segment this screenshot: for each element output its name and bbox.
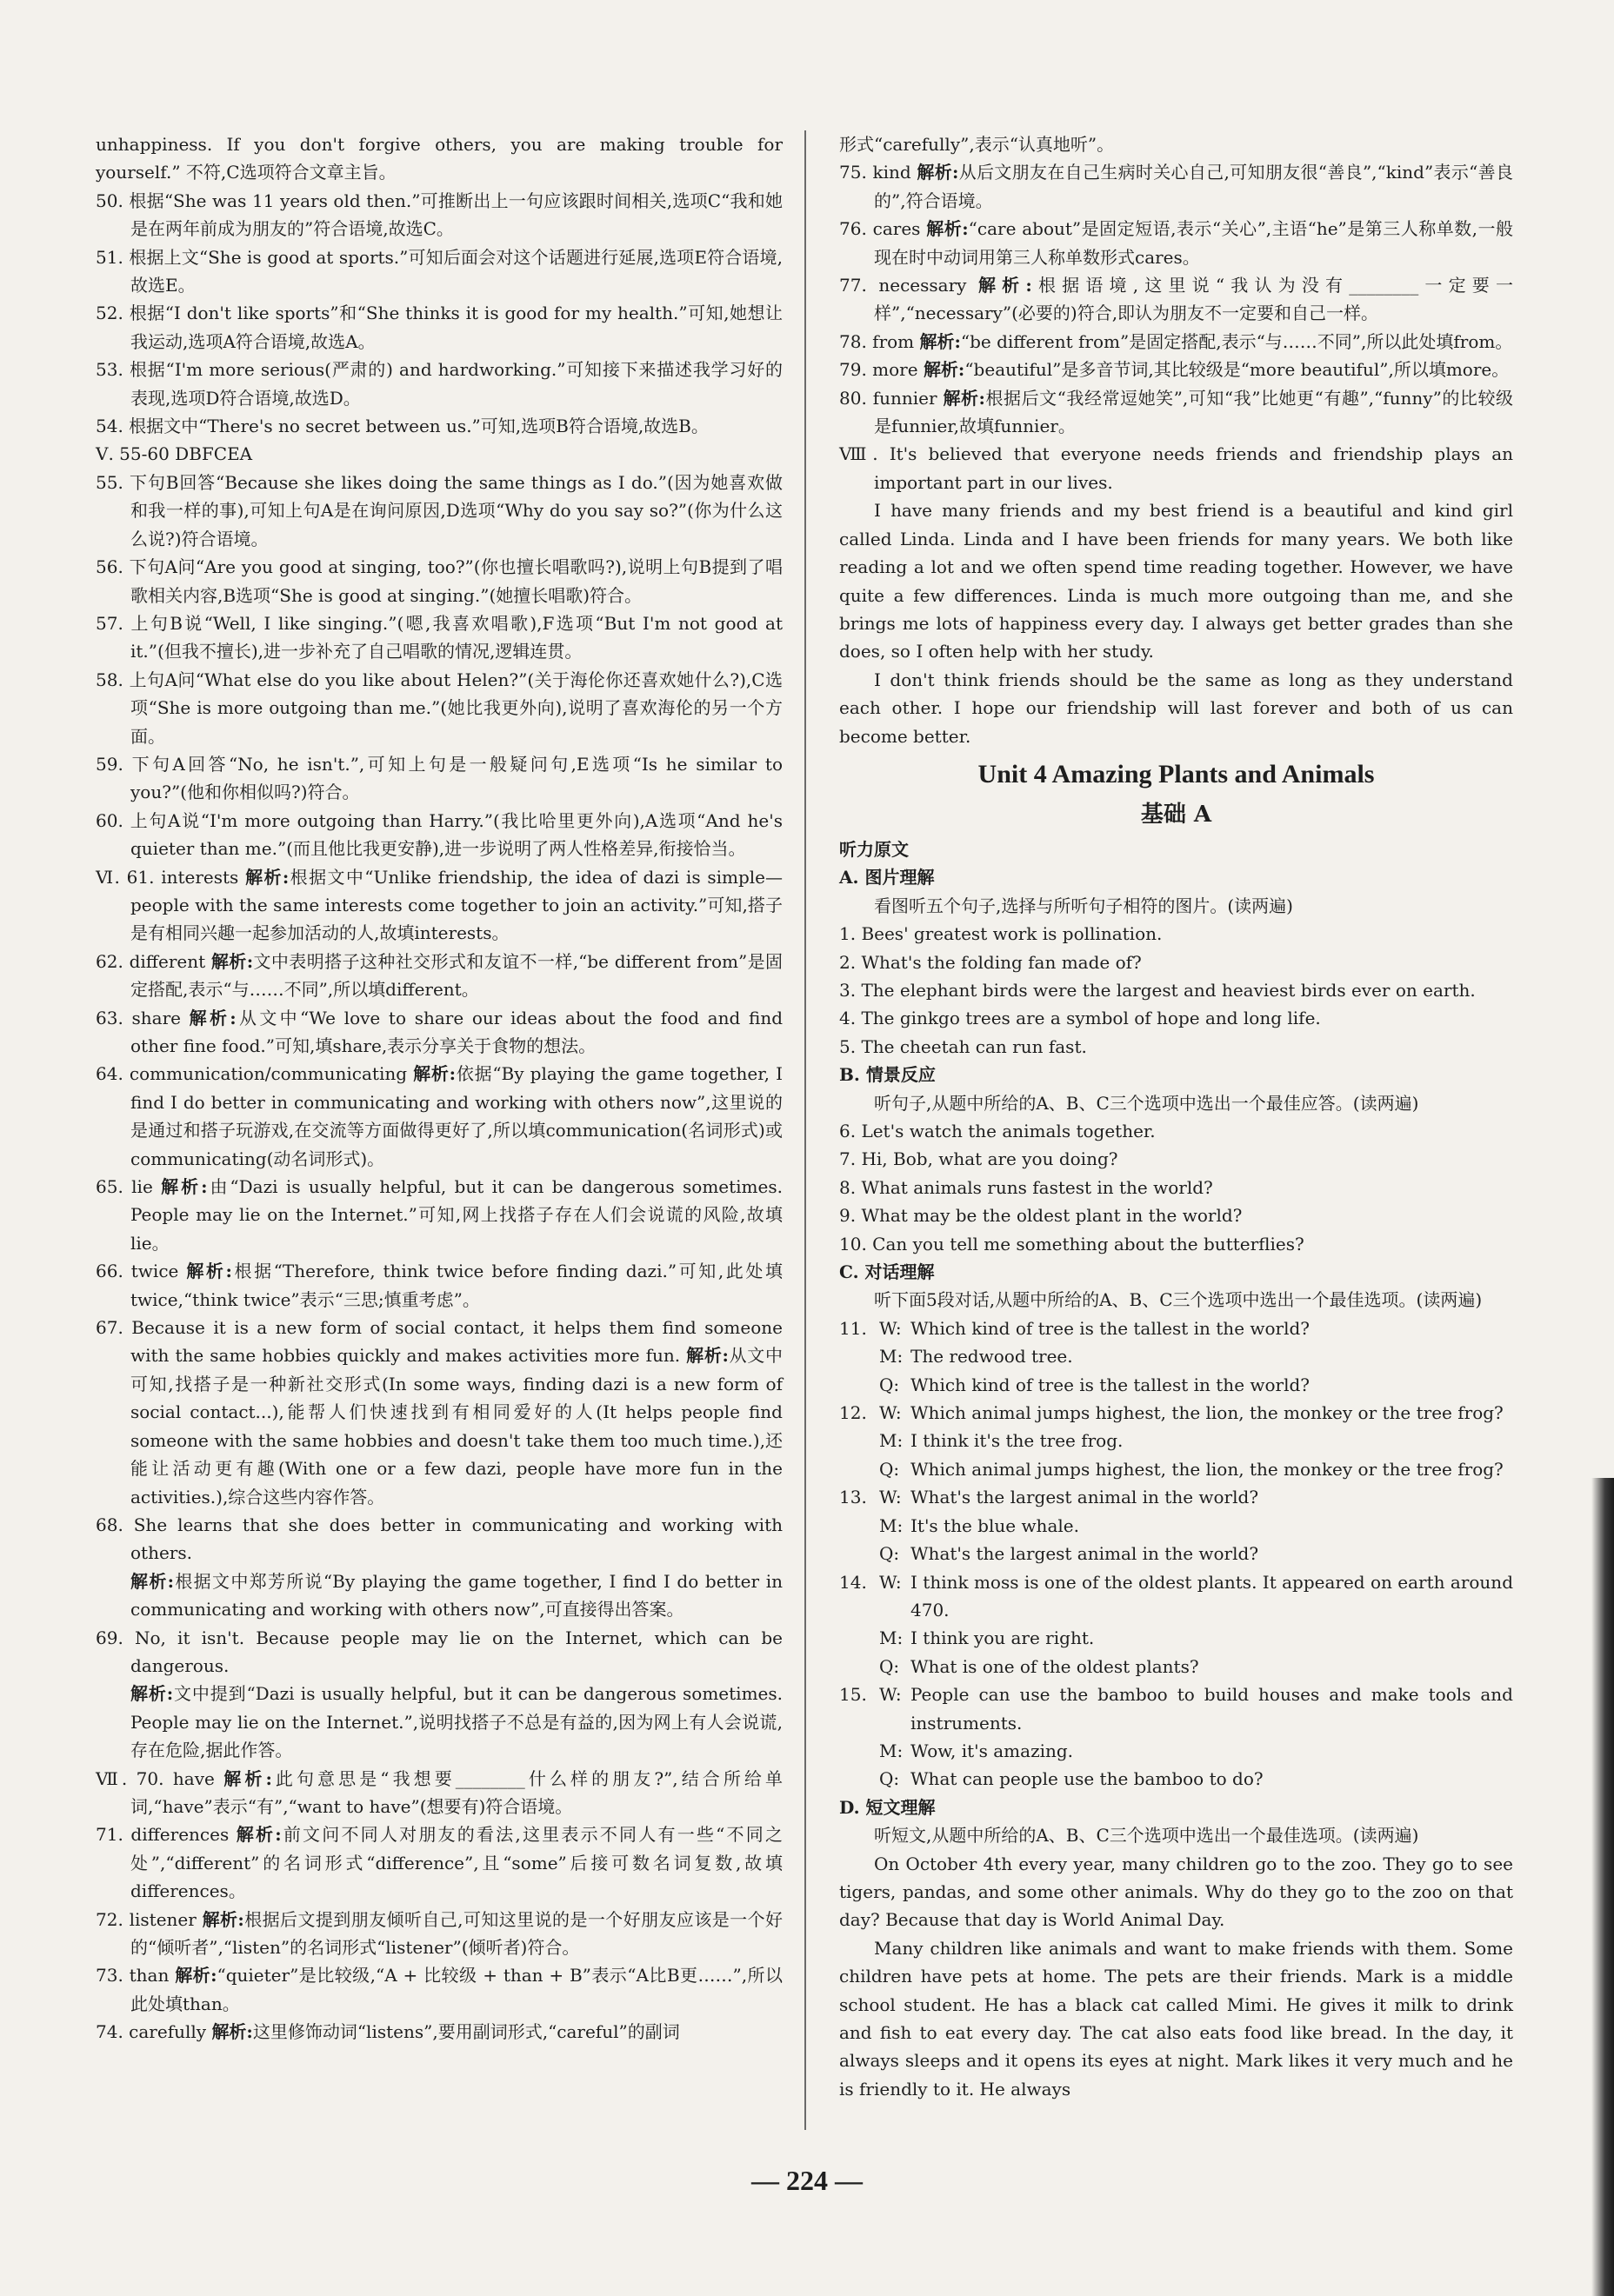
analysis-label: 解析: [923,359,965,381]
dialogue-number [839,1342,879,1370]
page-number: — 224 — [751,2165,863,2196]
explanation-text: 从文中可知,找搭子是一种新社交形式(In some ways, finding dazi is a new form of social contact...),能帮人们快速找到有相同爱好的人(It helps people find someone with the same hobbies and doesn't take them too much time.),还能让活动更有趣(With one or a few dazi, people have more fun in the activities.),综合这些内容作答。 [130,1345,783,1507]
section-title: A. 图片理解 [839,867,935,888]
section-instructions: 听句子,从题中所给的A、B、C三个选项中选出一个最佳应答。(读两遍) [874,1092,1419,1114]
answer-item [96,412,783,440]
item-number: Ⅵ. 61. [96,866,162,888]
answer-text: from [872,330,920,352]
answer-item [96,863,783,948]
answer-text: than [129,1965,176,1987]
dialogue-line [839,1427,1513,1454]
transcript-line: 6. Let's watch the animals together. [839,1121,1156,1141]
utterance: I think you are right. [910,1627,1095,1649]
analysis-label: 解析: [210,950,254,972]
column-divider [804,130,806,2130]
answer-item [96,356,783,412]
analysis-label: 解析: [186,1261,232,1282]
listening-title: 听力原文 [839,838,909,860]
section-title: C. 对话理解 [839,1261,935,1283]
item-number: 69. [96,1627,135,1648]
answer-item [96,469,783,553]
utterance: I think it's the tree frog. [910,1430,1124,1452]
answer-text: listener [129,1908,203,1930]
dialogue-number [839,1624,879,1652]
explanation-text: “quieter”是比较级,“A + 比较级 + than + B”表示“A比B更……”,所以此处填than。 [130,1965,783,2014]
utterance: What's the largest animal in the world? [910,1487,1259,1508]
analysis-label: 解析: [175,1965,217,1987]
utterance: It's the blue whale. [910,1514,1079,1536]
item-number: 73. [96,1965,130,1987]
explanation-text: “beautiful”是多音节词,其比较级是“more beautiful”,所以填more。 [964,359,1510,381]
transcript-line: 4. The ginkgo trees are a symbol of hope and long life. [839,1008,1321,1029]
speaker: M: [879,1740,904,1761]
analysis-label: 解析: [917,162,959,183]
answer-text: twice [130,1261,187,1282]
analysis-label: 解析: [161,1176,208,1198]
speaker: W: [879,1684,902,1706]
utterance: Which animal jumps highest, the lion, the monkey or the tree frog? [910,1458,1504,1480]
answer-item [96,1257,783,1314]
answer-text: communication/communicating [129,1063,414,1085]
answer-item [839,328,1513,356]
essay-paragraph: I don't think friends should be the same as long as they understand each other. I hope our friendship will last forever and both of us can become better. [839,669,1513,747]
dialogue-number: 13. [839,1487,867,1508]
dialogue-line [839,1342,1513,1370]
item-number: 63. [96,1007,132,1028]
explanation-text: “be different from”是固定搭配,表示“与……不同”,所以此处填from。 [960,330,1513,352]
section-title: B. 情景反应 [839,1064,936,1086]
dialogue-line [839,1483,1513,1511]
answer-text: more [872,359,924,381]
passage-section [839,1794,1513,2103]
item-number: 66. [96,1261,131,1282]
answer-item [96,1004,783,1061]
item-number: Ⅷ. [839,443,890,465]
dialogue-number [839,1512,879,1540]
transcript-line: 9. What may be the oldest plant in the world? [839,1205,1243,1227]
answer-item [96,553,783,609]
item-number: 52. [96,303,130,324]
transcript-line: 1. Bees' greatest work is pollination. [839,923,1163,945]
item-number: 79. [839,359,873,381]
item-number: 54. [96,416,130,437]
explanation-text: 根据文中“There's no secret between us.”可知,选项B符合语境,故选B。 [129,416,709,437]
explanation-text: 从后文朋友在自己生病时关心自己,可知朋友很“善良”,“kind”表示“善良的”,符合语境。 [874,162,1513,211]
passage-paragraph: On October 4th every year, many children go to the zoo. They go to see tigers, pandas, and some other animals. Why do they go to the zoo on that day? Because that day is World Animal Day. [839,1853,1513,1931]
utterance: What is one of the oldest plants? [910,1655,1199,1677]
item-number: 64. [96,1063,130,1085]
dialogue-line [839,1568,1513,1625]
item-number: 67. [96,1317,132,1339]
utterance: Wow, it's amazing. [910,1740,1074,1761]
dialogue-number [839,1737,879,1765]
passage-paragraph: Many children like animals and want to make friends with them. Some children have pets at home. The pets are their friends. Mark is a middle school student. He has a black cat called Mimi. He gives it milk to drink and fish to eat every day. The cat also eats food like bread. In the day, it always sleeps and it opens its eyes at night. Mark likes it very much and he is friendly to it. He always [839,1937,1513,2100]
item-number: 75. [839,162,873,183]
analysis-label: 解析: [919,330,961,352]
dialogue-number [839,1765,879,1793]
item-number: 50. [96,190,130,211]
explanation-text: 根据“Therefore, think twice before finding dazi.”可知,此处填twice,“think twice”表示“三思;慎重考虑”。 [130,1261,783,1310]
item-number: 57. [96,612,131,634]
analysis-label: 解析: [189,1007,237,1028]
dialogue-line [839,1765,1513,1793]
transcript-line: 3. The elephant birds were the largest and heaviest birds ever on earth. [839,979,1476,1001]
speaker: W: [879,1487,902,1508]
item-number: 68. [96,1514,134,1535]
answer-item [96,1961,783,2018]
answer-text: necessary [878,275,978,296]
answer-item [96,1511,783,1624]
explanation-text: 这里修饰动词“listens”,要用副词形式,“careful”的副词 [252,2021,680,2043]
dialogue-number: 11. [839,1317,867,1339]
explanation-text: 下句A问“Are you good at singing, too?”(你也擅长唱歌吗?),说明上句B提到了唱歌相关内容,B选项“She is good at singing.”(她擅长唱歌)符合。 [129,556,783,606]
item-number: 65. [96,1176,132,1198]
dialogue-line [839,1653,1513,1680]
dialogue-section [839,1258,1513,1794]
right-column [839,130,1513,2103]
speaker: M: [879,1430,904,1452]
answer-text: cares [872,218,927,240]
answer-text: kind [872,162,917,183]
explanation-text: 根据语境,这里说“我认为没有________一定要一样”,“necessary”(必要的)符合,即认为朋友不一定要和自己一样。 [874,275,1514,324]
answer-text: No, it isn't. Because people may lie on the Internet, which can be dangerous. [130,1627,783,1676]
analysis-label: 解析: [211,2021,253,2043]
dialogue-line [839,1680,1513,1737]
analysis-label: 解析: [202,1908,244,1930]
section-title: D. 短文理解 [839,1796,936,1818]
utterance: What can people use the bamboo to do? [910,1768,1264,1790]
dialogue-number [839,1427,879,1454]
utterance: Which animal jumps highest, the lion, the monkey or the tree frog? [910,1402,1504,1424]
speaker: W: [879,1317,902,1339]
explanation-text: 根据上文“She is good at sports.”可知后面会对这个话题进行延展,选项E符合语境,故选E。 [129,246,783,296]
explanation-text: 依据“By playing the game together, I find I do better in communicating and working with others now”,这里说的是通过和搭子玩游戏,在交流等方面做得更好了,所以填communication(名词形式)或communicating(动名词形式)。 [130,1063,783,1169]
dialogue-line [839,1624,1513,1652]
answer-item [96,243,783,300]
speaker: Q: [879,1768,900,1790]
item-number: 74. [96,2021,130,2043]
answer-item [96,2018,783,2046]
transcript-line: 8. What animals runs fastest in the world? [839,1176,1213,1198]
utterance: The redwood tree. [910,1346,1073,1368]
section-instructions: 看图听五个句子,选择与所听句子相符的图片。(读两遍) [874,895,1293,916]
section-instructions: 听短文,从题中所给的A、B、C三个选项中选出一个最佳选项。(读两遍) [874,1825,1419,1847]
explanation-text: 根据文中郑芳所说“By playing the game together, I find I do better in communicating and working with others now”,可直接得出答案。 [130,1570,783,1621]
dialogue-line [839,1512,1513,1540]
explanation-text: 从文中“We love to share our ideas about the food and find other fine food.”可知,填share,表示分享关于食物的想法。 [130,1007,783,1056]
analysis-label: 解析: [245,866,290,888]
dialogue-number [839,1653,879,1680]
dialogue-line [839,1737,1513,1765]
unit-title: Unit 4 Amazing Plants and Animals [977,759,1375,789]
answer-text: share [131,1007,190,1028]
explanation-text: 由“Dazi is usually helpful, but it can be dangerous sometimes. People may lie on the Internet.”可知,网上找搭子存在人们会说谎的风险,故填lie。 [130,1176,783,1254]
explanation-text: 上句A说“I'm more outgoing than Harry.”(我比哈里更外向),A选项“And he's quieter than me.”(而且他比我更安静),进一步说明了两人性格差异,衔接恰当。 [130,809,783,860]
utterance: People can use the bamboo to build houses and make tools and instruments. [910,1684,1513,1734]
analysis-label: 解析: [130,1570,175,1592]
explanation-text: 根据“I'm more serious(严肃的) and hardworking.”可知接下来描述我学习好的表现,选项D符合语境,故选D。 [129,359,783,409]
dialogue-line [839,1371,1513,1399]
item-number: 76. [839,218,873,240]
answer-text: Because it is a new form of social contact, it helps them find someone with the same hobbies quickly and makes activities more fun. [130,1317,783,1367]
answer-item [839,215,1513,271]
answer-item [96,609,783,666]
dialogue-number: 12. [839,1402,867,1424]
answer-item [96,1765,783,1821]
dialogue-line [839,1540,1513,1567]
essay-paragraph [839,440,1513,496]
answer-item [96,1173,783,1257]
item-number: 62. [96,950,130,972]
continued-text: unhappiness. If you don't forgive others, you are making trouble for yourself.” 不符,C选项符合文章主旨。 [96,134,783,183]
analysis-label: 解析: [236,1824,282,1846]
explanation-text: 上句A问“What else do you like about Helen?”(关于海伦你还喜欢她什么?),C选项“She is more outgoing than me.”(她比我更外向),说明了喜欢海伦的另一个方面。 [129,669,783,747]
utterance: Which kind of tree is the tallest in the world? [910,1374,1311,1395]
explanation-text: 根据后文“我经常逗她笑”,可知“我”比她更“有趣”,“funny”的比较级是funnier,故填funnier。 [874,387,1513,437]
answer-item [96,1820,783,1905]
answer-item [96,807,783,863]
answer-item [96,666,783,750]
analysis-label: 解析: [977,275,1032,296]
speaker: Q: [879,1374,900,1395]
section-answer-key: Ⅴ. 55-60 DBFCEA [96,443,253,465]
transcript-line: 7. Hi, Bob, what are you doing? [839,1148,1118,1170]
answer-text: carefully [129,2021,212,2043]
answer-text: She learns that she does better in communicating and working with others. [130,1514,783,1564]
transcript-line: 10. Can you tell me something about the butterflies? [839,1233,1304,1254]
answer-text: have [172,1767,224,1789]
dialogue-number: 14. [839,1571,867,1593]
speaker: W: [879,1571,902,1593]
essay-text: It's believed that everyone needs friends and friendship plays an important part in our lives. [874,443,1514,493]
dialogue-number [839,1455,879,1483]
essay-paragraph: I have many friends and my best friend is a beautiful and kind girl called Linda. Linda and I have been friends for many years. We both like reading a lot and we often spend time reading together. However, we have quite a few differences. Linda is much more outgoing than me, and she brings me lots of happiness every day. I always get better grades than she does, so I often help with her study. [839,500,1513,662]
item-number: 55. [96,471,130,493]
explanation-text: 前文问不同人对朋友的看法,这里表示不同人有一些“不同之处”,“different”的名词形式“difference”,且“some”后接可数名词复数,故填differences。 [130,1824,783,1902]
answer-item [96,1314,783,1511]
item-number: 78. [839,330,873,352]
dialogue-line [839,1399,1513,1427]
analysis-label: 解析: [686,1345,729,1367]
section-instructions: 听下面5段对话,从题中所给的A、B、C三个选项中选出一个最佳选项。(读两遍) [874,1289,1483,1311]
answer-item [96,187,783,243]
answer-item [96,1624,783,1765]
speaker: W: [879,1402,902,1424]
answer-item [839,271,1513,328]
dialogue-number [839,1371,879,1399]
answer-item [96,299,783,356]
explanation-text: 根据后文提到朋友倾听自己,可知这里说的是一个好朋友应该是一个好的“倾听者”,“listen”的名词形式“listener”(倾听者)符合。 [130,1908,783,1958]
dialogue-number [839,1540,879,1567]
explanation-text: 根据“I don't like sports”和“She thinks it is good for my health.”可知,她想让我运动,选项A符合语境,故选A。 [129,303,783,352]
explanation-text: 上句B说“Well, I like singing.”(嗯,我喜欢唱歌),F选项“But I'm not good at it.”(但我不擅长),进一步补充了自己唱歌的情况,逻辑连贯。 [130,612,784,662]
item-number: 58. [96,669,130,690]
analysis-label: 解析: [223,1767,272,1789]
explanation-text: “care about”是固定短语,表示“关心”,主语“he”是第三人称单数,一般现在时中动词用第三人称单数形式cares。 [874,218,1513,268]
explanation-text: 根据“She was 11 years old then.”可推断出上一句应该跟时间相关,选项C“我和她是在两年前成为朋友的”符合语境,故选C。 [129,190,783,240]
item-number: 59. [96,753,132,775]
utterance: Which kind of tree is the tallest in the world? [910,1317,1311,1339]
answer-item [96,1906,783,1962]
utterance: I think moss is one of the oldest plants. It appeared on earth around 470. [910,1571,1513,1621]
left-column [96,130,783,2046]
speaker: M: [879,1346,904,1368]
dialogue-number: 15. [839,1684,867,1706]
speaker: Q: [879,1543,900,1565]
answer-item [839,158,1513,215]
explanation-text: 此句意思是“我想要________什么样的朋友?”,结合所给单词,“have”表示“有”,“want to have”(想要有)符合语境。 [130,1767,783,1817]
speaker: M: [879,1627,904,1649]
utterance: What's the largest animal in the world? [910,1543,1259,1565]
listening-sections [839,863,1513,1258]
explanation-text: 下句A回答“No, he isn't.”,可知上句是一般疑问句,E选项“Is he similar to you?”(他和你相似吗?)符合。 [130,753,783,803]
item-number: 77. [839,275,879,296]
speaker: M: [879,1514,904,1536]
explanation-text: 文中提到“Dazi is usually helpful, but it can be dangerous sometimes. People may lie on the Internet.”,说明找搭子不总是有益的,因为网上有人会说谎,存在危险,据此作答。 [130,1683,783,1761]
sub-title: 基础 A [1140,801,1212,828]
analysis-label: 解析: [943,387,985,409]
dialogue-line [839,1314,1513,1342]
answer-item [96,1060,783,1173]
transcript-line: 2. What's the folding fan made of? [839,951,1142,973]
answer-item [839,384,1513,441]
answer-text: funnier [872,387,944,409]
answer-text: different [129,950,211,972]
item-number: 80. [839,387,873,409]
item-number: 71. [96,1824,131,1846]
continued-text: 形式“carefully”,表示“认真地听”。 [839,134,1115,155]
speaker: Q: [879,1655,900,1677]
analysis-label: 解析: [926,218,969,240]
item-number: 56. [96,556,130,578]
analysis-label: 解析: [130,1683,174,1705]
answer-block-right [839,130,1513,750]
answer-item [96,750,783,807]
item-number: 72. [96,1908,130,1930]
answer-text: differences [130,1824,237,1846]
item-number: Ⅶ. 70. [96,1767,173,1789]
answer-item [96,948,783,1004]
answer-text: lie [131,1176,162,1198]
explanation-text: 根据文中“Unlike friendship, the idea of dazi is simple—people with the same interests come together to join an activity.”可知,搭子是有相同兴趣一起参加活动的人,故填interests。 [130,866,783,944]
item-number: 60. [96,809,130,831]
speaker: Q: [879,1458,900,1480]
analysis-label: 解析: [413,1063,457,1085]
transcript-line: 5. The cheetah can run fast. [839,1035,1087,1057]
page-edge-shadow [1591,1478,1614,2296]
explanation-text: 下句B回答“Because she likes doing the same things as I do.”(因为她喜欢做和我一样的事),可知上句A是在询问原因,D选项“Why do you say so?”(你为什么这么说?)符合语境。 [130,471,783,549]
item-number: 53. [96,359,130,381]
dialogue-line [839,1455,1513,1483]
answer-text: interests [161,866,246,888]
explanation-text: 文中表明搭子这种社交形式和友谊不一样,“be different from”是固定搭配,表示“与……不同”,所以填different。 [130,950,784,1001]
item-number: 51. [96,246,130,268]
answer-item [839,356,1513,383]
